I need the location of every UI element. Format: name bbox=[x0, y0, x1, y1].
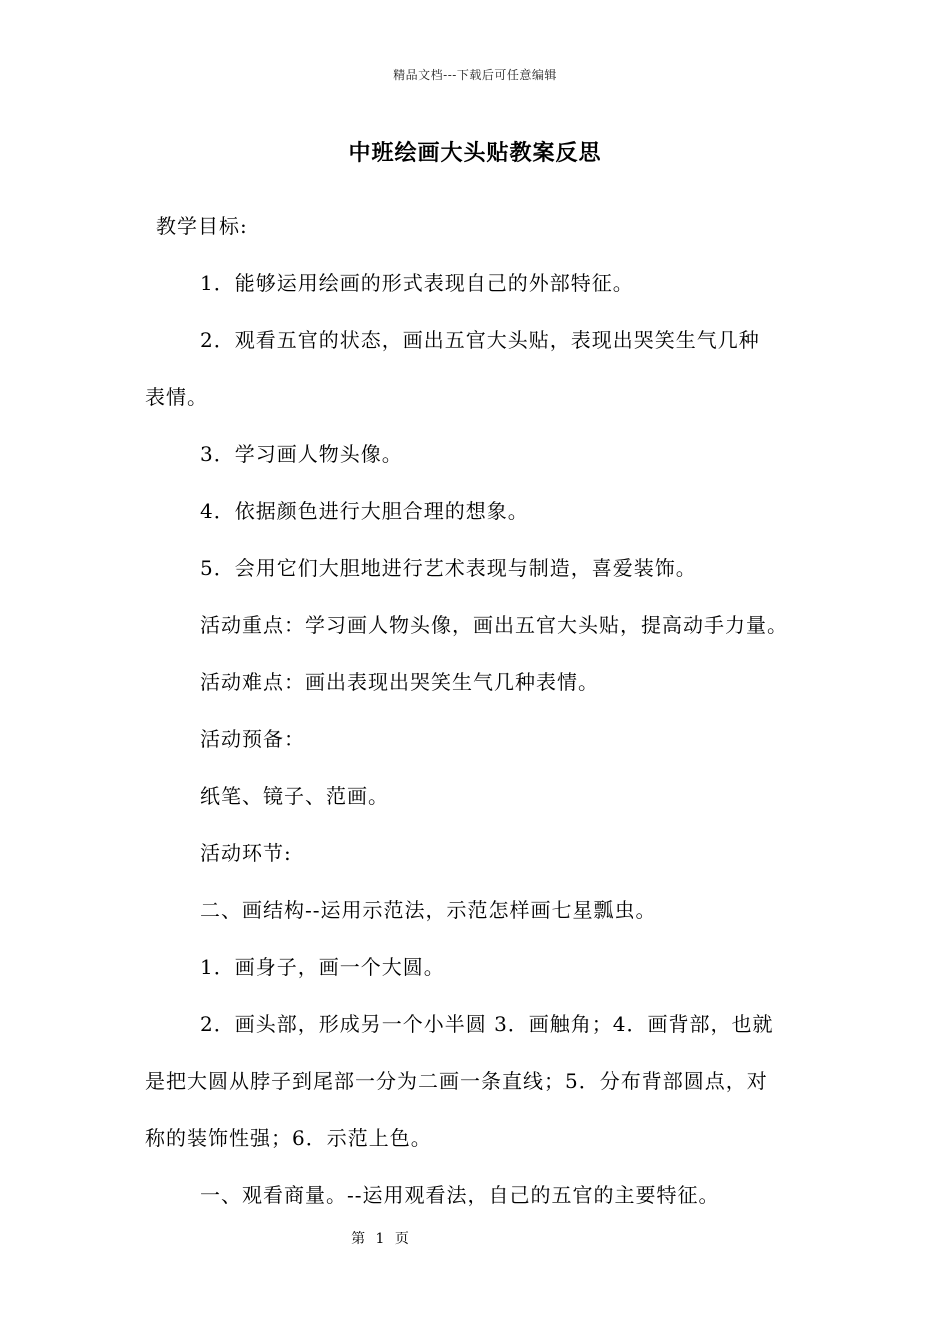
body-line: 1．画身子，画一个大圆。 bbox=[200, 955, 445, 979]
body-line: 活动难点：画出表现出哭笑生气几种表情。 bbox=[200, 670, 599, 694]
body-line: 5．会用它们大胆地进行艺术表现与制造，喜爱装饰。 bbox=[200, 556, 697, 580]
body-line: 2．观看五官的状态，画出五官大头贴，表现出哭笑生气几种 bbox=[200, 328, 760, 352]
page-header: 精品文档---下载后可任意编辑 bbox=[393, 68, 557, 82]
body-line: 是把大圆从脖子到尾部一分为二画一条直线；5．分布背部圆点，对 bbox=[145, 1069, 768, 1093]
body-line: 教学目标: bbox=[156, 214, 248, 238]
body-line: 称的装饰性强；6．示范上色。 bbox=[145, 1126, 432, 1150]
body-line: 2．画头部，形成另一个小半圆 3．画触角；4．画背部，也就 bbox=[200, 1012, 774, 1036]
body-line: 二、画结构--运用示范法，示范怎样画七星瓢虫。 bbox=[200, 898, 657, 922]
page-suffix: 页 bbox=[394, 1231, 409, 1247]
body-line: 3．学习画人物头像。 bbox=[200, 442, 403, 466]
body-line: 1．能够运用绘画的形式表现自己的外部特征。 bbox=[200, 271, 634, 295]
body-line: 一、观看商量。--运用观看法，自己的五官的主要特征。 bbox=[200, 1183, 720, 1207]
body-line: 表情。 bbox=[145, 385, 208, 409]
body-line: 活动重点：学习画人物头像，画出五官大头贴，提高动手力量。 bbox=[200, 613, 788, 637]
document-title: 中班绘画大头贴教案反思 bbox=[348, 140, 602, 166]
body-line: 4．依据颜色进行大胆合理的想象。 bbox=[200, 499, 529, 523]
body-line: 活动环节: bbox=[200, 841, 292, 865]
page-prefix: 第 bbox=[351, 1231, 366, 1247]
page-number: 1 bbox=[375, 1231, 385, 1247]
body-line: 纸笔、镜子、范画。 bbox=[200, 784, 389, 808]
body-line: 活动预备： bbox=[200, 727, 305, 751]
page-footer bbox=[0, 1228, 855, 1248]
